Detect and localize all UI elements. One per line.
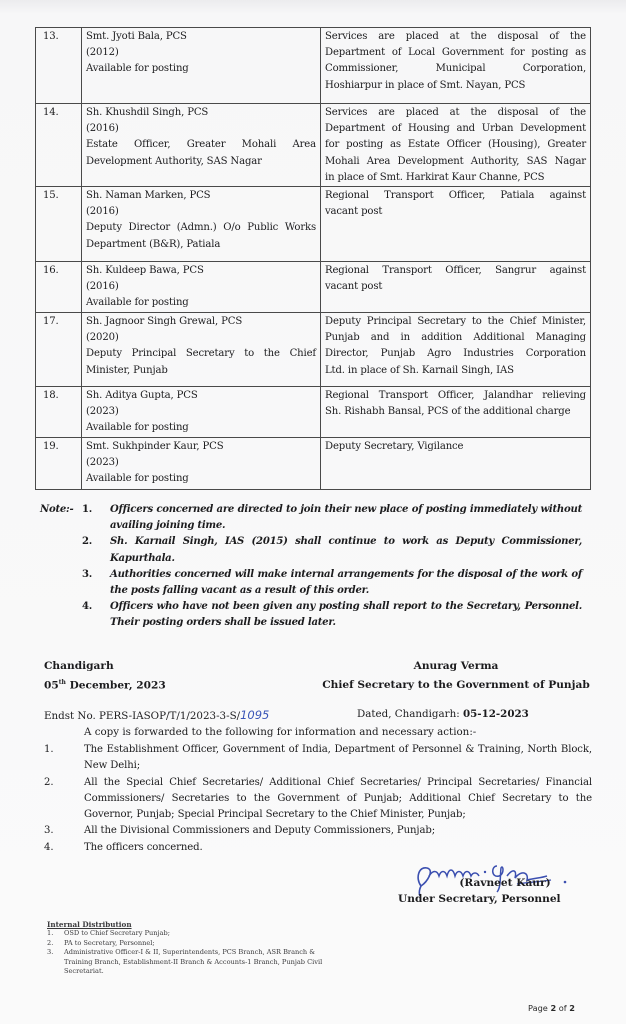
officer-line: Sh. Jagnoor Singh Grewal, PCS (86, 316, 243, 328)
internal-text: Administrative Officer-I & II, Superintendents, PCS Branch, ASR Branch & Training Branch, Establishment-II Branch & Accounts-1 Branch, Punjab Civil Secretariat. (64, 948, 323, 976)
handwritten-number: 1095 (240, 708, 270, 722)
officer-line: Smt. Jyoti Bala, PCS (86, 31, 187, 42)
posting-line: Deputy Principal Secretary to the Chief Minister, (325, 316, 586, 328)
officer-line: Deputy Principal Secretary to the Chief (86, 348, 316, 360)
note-number: 2. (82, 536, 93, 548)
posting-table (35, 27, 591, 490)
note-number: 1. (82, 504, 93, 515)
table-row (36, 387, 591, 438)
note-item (56, 534, 582, 566)
officer-line: Sh. Aditya Gupta, PCS (86, 390, 198, 402)
posting-cell (321, 387, 591, 438)
officer-line: (2020) (86, 332, 119, 344)
serial-number: 14. (36, 104, 82, 187)
place: Chandigarh (44, 660, 114, 672)
posting-line: Commissioner, Municipal Corporation, (325, 63, 586, 75)
officer-cell (82, 313, 321, 387)
serial-number: 17. (36, 313, 82, 387)
copy-text: All the Divisional Commissioners and Deputy Commissioners, Punjab; (84, 825, 436, 837)
officer-line: (2016) (86, 123, 119, 135)
internal-number: 1. (47, 929, 54, 938)
officer-line: Available for posting (86, 422, 189, 434)
officer-cell (82, 28, 321, 104)
table-row (36, 28, 591, 104)
posting-cell (321, 187, 591, 262)
forward-text: A copy is forwarded to the following for information and necessary action:- (84, 726, 477, 738)
posting-line: Regional Transport Officer, Jalandhar relieving (325, 390, 586, 402)
posting-line: Services are placed at the disposal of the (325, 107, 586, 118)
posting-line: for posting as Estate Officer (Housing), Greater (325, 139, 586, 151)
posting-cell (321, 438, 591, 490)
posting-line: Sh. Rishabh Bansal, PCS of the additional charge (325, 406, 571, 418)
internal-distribution (47, 920, 327, 976)
copy-item (44, 840, 592, 856)
posting-line: Regional Transport Officer, Sangrur against (325, 265, 586, 277)
copy-number: 4. (44, 841, 54, 853)
posting-line: Punjab and in addition Additional Managing (325, 332, 586, 344)
table-row (36, 187, 591, 262)
note-item (56, 567, 582, 599)
internal-distribution-heading: Internal Distribution (47, 920, 132, 929)
officer-line: (2016) (86, 281, 119, 293)
officer-line: Deputy Director (Admn.) O/o Public Works (86, 222, 316, 234)
table-row (36, 104, 591, 187)
internal-item (47, 929, 327, 938)
note-text: Sh. Karnail Singh, IAS (2015) shall continue to work as Deputy Commissioner, Kapurthala. (110, 536, 582, 564)
signatory-title: Under Secretary, Personnel (398, 893, 561, 905)
officer-line: Department (B&R), Patiala (86, 238, 221, 250)
officer-line: Sh. Kuldeep Bawa, PCS (86, 265, 204, 277)
copy-text: The Establishment Officer, Government of India, Department of Personnel & Training, North Block, New Delhi; (84, 744, 592, 772)
officer-line: (2023) (86, 406, 119, 418)
officer-line: Sh. Khushdil Singh, PCS (86, 107, 209, 118)
officer-cell (82, 187, 321, 262)
copy-text: The officers concerned. (84, 841, 203, 853)
table-row (36, 438, 591, 490)
internal-text: OSD to Chief Secretary Punjab; (64, 929, 170, 938)
internal-number: 2. (47, 938, 54, 947)
internal-text: PA to Secretary, Personnel; (64, 938, 155, 947)
posting-cell (321, 104, 591, 187)
serial-number: 16. (36, 262, 82, 313)
posting-line: Department of Housing and Urban Development (325, 123, 586, 135)
copy-text: All the Special Chief Secretaries/ Additional Chief Secretaries/ Principal Secretaries/ Financial Commissioners/ Secretaries to the Government of Punjab; Additional Chief Secretary to the Governor, Punjab; Special Principal Secretary to the Chief Minister, Punjab; (84, 776, 592, 821)
serial-number: 18. (36, 387, 82, 438)
endorsement-number: Endst No. PERS-IASOP/T/1/2023-3-S/1095 (44, 708, 270, 722)
copy-item (44, 742, 592, 775)
officer-cell (82, 262, 321, 313)
posting-cell (321, 28, 591, 104)
signer-name: Anurag Verma (413, 660, 499, 672)
signer-title: Chief Secretary to the Government of Punjab (322, 679, 590, 691)
posting-line: Department of Local Government for posting as (325, 47, 586, 59)
officer-line: Available for posting (86, 473, 189, 485)
signature-icon (405, 856, 595, 896)
order-date: 05th December, 2023 (44, 679, 166, 692)
posting-line: Mohali Area Development Authority, SAS Nagar (325, 155, 586, 167)
posting-line: in place of Smt. Harkirat Kaur Channe, PCS (325, 171, 545, 183)
officer-line: (2023) (86, 457, 119, 469)
posting-line: Regional Transport Officer, Patiala against (325, 190, 586, 202)
note-item (56, 502, 582, 534)
posting-cell (321, 313, 591, 387)
officer-line: (2012) (86, 47, 119, 59)
internal-item (47, 939, 327, 948)
officer-line: (2016) (86, 206, 119, 218)
copy-item (44, 775, 592, 824)
note-item (56, 599, 582, 631)
note-text: Authorities concerned will make internal arrangements for the disposal of the work of the posts falling vacant as a result of this order. (110, 568, 582, 597)
serial-number: 19. (36, 438, 82, 490)
posting-line: Ltd. in place of Sh. Karnail Singh, IAS (325, 364, 514, 376)
note-number: 3. (82, 568, 93, 580)
officer-cell (82, 438, 321, 490)
officer-line: Available for posting (86, 297, 189, 309)
note-number: 4. (82, 601, 93, 613)
copy-number: 2. (44, 776, 54, 788)
posting-line: Deputy Secretary, Vigilance (325, 441, 464, 453)
officer-line: Smt. Sukhpinder Kaur, PCS (86, 441, 224, 453)
officer-line: Sh. Naman Marken, PCS (86, 190, 211, 202)
officer-line: Minister, Punjab (86, 364, 168, 376)
copy-number: 1. (44, 744, 54, 755)
note-text: Officers concerned are directed to join their new place of posting immediately without availing joining time. (110, 504, 582, 532)
table-row (36, 313, 591, 387)
copy-list (44, 742, 592, 856)
officer-cell (82, 387, 321, 438)
officer-line: Estate Officer, Greater Mohali Area (86, 139, 316, 151)
copy-number: 3. (44, 825, 54, 837)
copy-item (44, 823, 592, 839)
officer-line: Development Authority, SAS Nagar (86, 155, 262, 167)
serial-number: 13. (36, 28, 82, 104)
page-number: Page 2 of 2 (528, 1003, 575, 1013)
posting-line: vacant post (325, 206, 383, 218)
signatory-name: (Ravneet Kaur) (459, 877, 551, 889)
posting-line: vacant post (325, 281, 383, 293)
officer-cell (82, 104, 321, 187)
table-row (36, 262, 591, 313)
officer-line: Available for posting (86, 63, 189, 75)
internal-item (47, 948, 327, 976)
note-text: Officers who have not been given any posting shall report to the Secretary, Personnel. Their posting orders shall be issued later. (110, 601, 582, 629)
posting-line: Hoshiarpur in place of Smt. Nayan, PCS (325, 79, 526, 91)
serial-number: 15. (36, 187, 82, 262)
notes-label: Note:- (40, 504, 74, 515)
endorsement-date: Dated, Chandigarh: 05-12-2023 (357, 708, 529, 720)
posting-line: Director, Punjab Agro Industries Corporation (325, 348, 586, 360)
posting-cell (321, 262, 591, 313)
internal-number: 3. (47, 948, 54, 957)
notes-section (40, 502, 582, 632)
posting-line: Services are placed at the disposal of the (325, 31, 586, 42)
